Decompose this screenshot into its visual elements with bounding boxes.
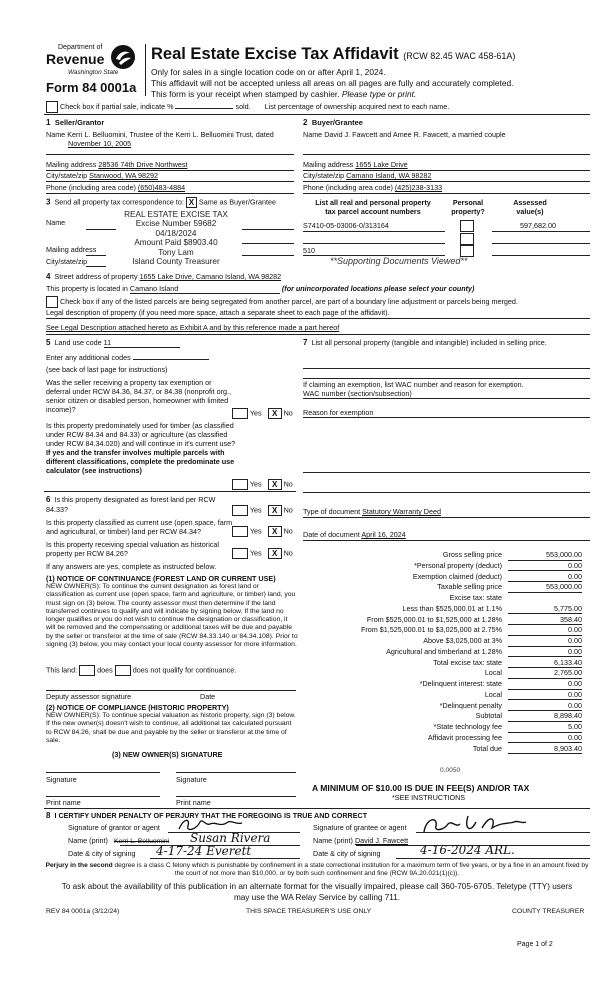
personal-property-checkbox[interactable] <box>460 233 474 245</box>
section4-located <box>46 284 474 294</box>
form-title <box>151 44 515 65</box>
land-use-label: Land use code <box>54 338 102 347</box>
title-ref: (RCW 82.45 WAC 458-61A) <box>403 51 516 61</box>
seller-name <box>46 130 294 148</box>
new-owner-print-name-label: Print name <box>46 798 81 807</box>
q2-no-checkbox[interactable]: X <box>268 479 282 490</box>
tax-row-label: Subtotal <box>475 711 502 721</box>
additional-codes-input[interactable] <box>133 359 209 360</box>
timber-question <box>46 421 236 475</box>
parcel-heading <box>303 198 443 216</box>
tax-row <box>300 550 588 561</box>
parcel-number: 510 <box>303 246 315 255</box>
treasurer-use-only: THIS SPACE TREASURER'S USE ONLY <box>246 908 372 915</box>
tax-row-label: Local <box>484 689 502 699</box>
tax-row-label: Less than $525,000.01 at 1.1% <box>402 603 502 613</box>
notice-compliance-body: NEW OWNER(S): To continue special valuation as historic property, sign (3) below. If the new owner(s) doesn't wish to continue, all additional tax calculated pursuant to RCW 84.26, shall be due and payable by the seller or transferor at the time of sale. <box>46 712 296 744</box>
perjury-text <box>46 862 589 877</box>
form-revision: REV 84 0001a (3/12/24) <box>46 908 120 915</box>
dept-line2: Revenue <box>46 51 105 67</box>
located-note: (for unincorporated locations please select your county) <box>281 284 475 293</box>
does-checkbox[interactable] <box>79 665 95 676</box>
tax-row <box>300 572 588 583</box>
located-label: This property is located in <box>46 284 128 293</box>
doc-type-row <box>303 507 441 516</box>
tax-row-label: Taxable selling price <box>437 582 502 592</box>
accessibility-notice: To ask about the availability of this publication in an alternate format for the visually impaired, please call 360-705-6705. Teletype (TTY) users may use the WA Relay Service by calling 711. <box>61 882 573 902</box>
buyer-city <box>303 171 431 180</box>
section3-city-label: City/state/zip <box>46 257 88 266</box>
tax-row <box>300 711 588 722</box>
stamp-line: Excise Number 59682 <box>135 219 217 229</box>
doc-date-label: Date of document <box>303 530 360 539</box>
see-back-note: (see back of last page for instructions) <box>46 365 168 374</box>
buyer-name <box>303 130 506 139</box>
doc-type-value: Statutory Warranty Deed <box>362 507 441 516</box>
land-use-value: 11 <box>104 338 180 348</box>
parcel-head1: List all real and personal property <box>315 198 431 207</box>
does-not-checkbox[interactable] <box>115 665 131 676</box>
tax-row-value: 553,000.00 <box>508 550 582 561</box>
tax-row-value: 0.00 <box>508 647 582 658</box>
perjury-bold: Perjury in the second <box>45 862 113 869</box>
subtitle-1: Only for sales in a single location code on or after April 1, 2024. <box>151 67 386 77</box>
assessed-value-heading: Assessed value(s) <box>513 198 547 216</box>
stamp-line: Amount Paid $8903.40 <box>134 238 218 248</box>
exemption-instruction: If claiming an exemption, list WAC number and reason for exemption. <box>303 380 524 389</box>
tax-row-value: 5,775.00 <box>508 604 582 615</box>
subtitle-3-text: This form is your receipt when stamped by cashier. <box>151 89 340 99</box>
tax-row-value: 0.00 <box>508 561 582 572</box>
s6q3-yes-checkbox[interactable] <box>232 548 248 559</box>
grantee-name-row <box>313 836 408 845</box>
q1-yes-checkbox[interactable] <box>232 408 248 419</box>
s6q1-no-checkbox[interactable]: X <box>268 505 282 516</box>
tax-row-value: 0.00 <box>508 701 582 712</box>
grantee-date-handwritten: 4-16-2024 ARL. <box>420 843 515 857</box>
yes-label: Yes <box>249 505 262 515</box>
section6-num: 6 <box>46 495 51 504</box>
seller-city-label: City/state/zip <box>46 171 88 180</box>
parcel-head2: tax parcel account numbers <box>325 207 421 216</box>
s6q3-answer <box>232 548 293 559</box>
subtitle-3-italic: Please type or print. <box>341 89 417 99</box>
partial-sale-sold: sold. <box>235 101 251 111</box>
yes-label: Yes <box>249 479 262 489</box>
page-number: Page 1 of 2 <box>517 941 553 948</box>
doc-date-row <box>303 530 406 539</box>
grantee-signature-image <box>420 812 530 836</box>
tax-row-label: *Delinquent penalty <box>439 700 502 710</box>
s6q2-no-checkbox[interactable]: X <box>268 526 282 537</box>
new-owner-print-name-label: Print name <box>176 798 211 807</box>
tax-row <box>300 744 588 755</box>
tax-row-label: *State technology fee <box>433 722 502 731</box>
seller-phone <box>46 183 185 192</box>
tax-row-label: Excise tax: state <box>449 593 502 602</box>
tax-row-label: Above $3,025,000 at 3% <box>423 636 502 645</box>
tax-row-label: Agricultural and timberland at 1.28% <box>386 646 502 656</box>
street-label: Street address of property <box>54 272 138 281</box>
same-as-buyer-checkbox[interactable]: X <box>186 197 197 208</box>
forest-question-text: Is this property designated as forest land per RCW 84.33? <box>46 495 216 514</box>
buyer-mailing-label: Mailing address <box>303 160 354 169</box>
tax-row <box>300 582 588 593</box>
tax-row <box>300 722 588 733</box>
this-land-row <box>46 665 236 676</box>
tax-row <box>300 647 588 658</box>
forest-question <box>46 495 236 514</box>
grantor-date-handwritten: 4-17-24 Everett <box>156 844 252 858</box>
tax-row-label: From $1,525,000.01 to $3,025,000 at 2.75% <box>360 625 502 635</box>
tax-row-label: Total excise tax: state <box>433 657 502 667</box>
seller-heading-text: Seller/Grantor <box>54 118 105 127</box>
partial-sale-checkbox[interactable] <box>46 101 58 113</box>
tax-row <box>300 561 588 572</box>
segregated-row <box>46 296 518 308</box>
perjury-rest: degree is a class C felony which is punishable by confinement in a state correctional institution for a maximum term of five years, or by a fine in an amount fixed by the court of not more than $10,000, or by both such confinement and fine (RCW 9A.20.021(1)(c)). <box>112 862 589 878</box>
tax-row <box>300 604 588 615</box>
buyer-phone-value: (425)238-3133 <box>394 183 443 192</box>
personal-property-checkbox[interactable] <box>460 220 474 232</box>
notice-continuance-body: NEW OWNER(S): To continue the current designation as forest land or classification as current use (open space, farm and agriculture, or timber) land, you must sign on (3) below. The county assessor must then determine if the land transferred continues to qualify and will indicate by signing below. If the land no longer qualifies or you do not wish to continue the designation or classification, it will be removed and the compensating or additional taxes will be due and payable by the seller or transferor at the time of sale (RCW 84.33.140 or 84.34.108). Prior to signing (3) below, you may contact your local county assessor for more information. <box>46 583 298 648</box>
tax-row-value: 358.40 <box>508 615 582 626</box>
buyer-heading-text: Buyer/Grantee <box>311 118 363 127</box>
partial-sale-label: Check box if partial sale, indicate % <box>60 101 174 111</box>
seller-mailing-value: 28536 74th Drive Northwest <box>98 160 188 169</box>
section3-same: Same as Buyer/Grantee <box>198 197 277 207</box>
doc-date-value: April 16, 2024 <box>361 530 406 539</box>
new-owner-signature-label: Signature <box>46 775 77 784</box>
grantor-name-label: Name (print) <box>68 836 108 845</box>
section3-num: 3 <box>46 197 51 207</box>
buyer-name-label: Name <box>303 130 323 139</box>
notice-compliance-title: (2) NOTICE OF COMPLIANCE (HISTORIC PROPERTY) <box>46 703 229 712</box>
segregated-label: Check box if any of the listed parcels are being segregated from another parcel, are part of a boundary line adjustment or parcels being merged. <box>60 296 518 306</box>
tax-row-value <box>508 593 582 603</box>
buyer-name-value: David J. Fawcett and Amee R. Fawcett, a married couple <box>324 130 506 139</box>
legal-description-value: See Legal Description attached hereto as Exhibit A and by this reference made a part hereof <box>46 323 340 332</box>
assessed-value: 597,682.00 <box>520 221 556 230</box>
dept-line3: Washington State <box>68 69 119 76</box>
personal-property-heading: Personal property? <box>451 198 485 216</box>
q2-yes-checkbox[interactable] <box>232 479 248 490</box>
tax-row-value: 8,898.40 <box>508 711 582 722</box>
buyer-num: 2 <box>303 118 308 127</box>
grantee-name-label: Name (print) <box>313 836 353 845</box>
tax-row-label: Gross selling price <box>442 550 502 559</box>
buyer-phone <box>303 183 442 192</box>
seller-mailing <box>46 160 187 169</box>
stamp-line: Tony Lam <box>158 247 194 257</box>
seller-name-line2: November 10, 2005 <box>68 139 132 148</box>
tax-row <box>300 701 588 712</box>
tax-row-label: Local <box>484 668 502 678</box>
no-label: No <box>283 526 293 536</box>
partial-sale-note: List percentage of ownership acquired next to each name. <box>264 101 450 111</box>
s6q2-yes-checkbox[interactable] <box>232 526 248 537</box>
does-label: does <box>97 665 113 675</box>
section7-heading <box>303 338 590 348</box>
notice-continuance-title: (1) NOTICE OF CONTINUANCE (FOREST LAND OR CURRENT USE) <box>46 574 276 583</box>
tax-row-label: *Delinquent interest: state <box>419 679 502 688</box>
buyer-mailing <box>303 160 408 169</box>
seller-num: 1 <box>46 118 51 127</box>
wac-label: WAC number (section/subsection) <box>303 389 412 398</box>
tax-row-value: 8,903.40 <box>508 744 582 755</box>
tax-row <box>300 593 588 604</box>
section3-heading <box>46 197 276 208</box>
street-value: 1655 Lake Drive, Camano Island, WA 98282 <box>139 272 282 281</box>
dept-line1: Department of <box>58 44 103 51</box>
buyer-city-value: Camano Island, WA 98282 <box>346 171 432 180</box>
tax-row <box>300 636 588 647</box>
seller-heading <box>46 118 104 128</box>
current-use-question: Is this property classified as current use (open space, farm and agricultural, or timber) land per RCW 84.34? <box>46 518 233 536</box>
excise-tax-stamp <box>112 210 240 267</box>
parcel-number: S7410-05-03006-0/313164 <box>303 221 389 230</box>
tax-row-value: 5.00 <box>508 722 582 733</box>
seller-phone-value: (650)483-4884 <box>137 183 186 192</box>
s6q1-answer <box>232 505 293 516</box>
tax-row-label: Affidavit processing fee <box>427 732 502 742</box>
seller-phone-label: Phone (including area code) <box>46 183 136 192</box>
tax-row-value: 6,133.40 <box>508 658 582 669</box>
seller-city-value: Stanwood, WA 98292 <box>89 171 159 180</box>
title-text: Real Estate Excise Tax Affidavit <box>151 45 399 63</box>
certify-text: I CERTIFY UNDER PENALTY OF PERJURY THAT THE FOREGOING IS TRUE AND CORRECT <box>54 811 368 820</box>
tax-row <box>300 658 588 669</box>
section5-num: 5 <box>46 338 51 347</box>
exemption-question: Was the seller receiving a property tax exemption or deferral under RCW 84.36, 84.37, or 84.38 (nonprofit org., senior citizen or disabled person, homeowner with limited income)? <box>46 378 231 414</box>
dor-seal-icon <box>110 44 136 70</box>
tax-row-label: Exemption claimed (deduct) <box>412 571 502 581</box>
seller-name-label: Name <box>46 130 66 139</box>
yes-label: Yes <box>249 526 262 536</box>
tax-row-value: 0.00 <box>508 690 582 701</box>
buyer-city-label: City/state/zip <box>303 171 345 180</box>
buyer-phone-label: Phone (including area code) <box>303 183 393 192</box>
grantee-signature-label: Signature of grantee or agent <box>313 823 407 832</box>
tax-row-value: 0.00 <box>508 572 582 583</box>
subtitle-3 <box>151 89 416 100</box>
located-value: Camano Island <box>130 284 280 294</box>
new-owner-signature-title: (3) NEW OWNER(S) SIGNATURE <box>112 750 223 759</box>
q1-answer <box>232 408 293 419</box>
local-rate: 0.0050 <box>440 767 461 774</box>
timber-question-text: Is this property predominately used for timber (as classified under RCW 84.34 and 84.33) or agriculture (as classified under RCW 84.34.020) and will continue in it's current use? <box>46 421 236 448</box>
grantor-date-label: Date & city of signing <box>68 849 136 858</box>
yes-label: Yes <box>249 548 262 558</box>
tax-row-value: 0.00 <box>508 733 582 744</box>
q2-answer <box>232 479 293 490</box>
stamp-line: Island County Treasurer <box>132 257 220 267</box>
section7-text: List all personal property (tangible and intangible) included in selling price. <box>311 338 547 347</box>
seller-name-line1: Kerri L. Belluomini, Trustee of the Kerri L. Belluomini Trust, dated <box>67 130 274 139</box>
land-use-row <box>46 338 180 348</box>
section4-num: 4 <box>46 272 51 281</box>
minimum-due-notice: A MINIMUM OF $10.00 IS DUE IN FEE(S) AND/OR TAX <box>312 783 530 793</box>
deputy-signature-label: Deputy assessor signature <box>46 692 132 701</box>
q1-no-checkbox[interactable]: X <box>268 408 282 419</box>
section3-mailing-label: Mailing address <box>46 245 97 254</box>
deputy-date-label: Date <box>200 692 216 701</box>
legal-description-label: Legal description of property (if you need more space, attach a separate sheet to each page of the affidavit). <box>46 308 390 317</box>
tax-row-label: Total due <box>472 743 502 753</box>
does-not-label: does not qualify for continuance. <box>132 665 237 675</box>
new-owner-signature-label: Signature <box>176 775 207 784</box>
tax-row-label: From $525,000.01 to $1,525,000 at 1.28% <box>366 614 502 624</box>
partial-sale-row <box>46 101 449 113</box>
form-number: Form 84 0001a <box>46 80 137 95</box>
grantor-signature-label: Signature of grantor or agent <box>68 823 160 832</box>
no-label: No <box>283 408 293 418</box>
no-label: No <box>283 479 293 489</box>
no-label: No <box>283 548 293 558</box>
s6q3-no-checkbox[interactable]: X <box>268 548 282 559</box>
yes-label: Yes <box>249 408 262 418</box>
reason-label: Reason for exemption <box>303 408 374 417</box>
any-yes-note: If any answers are yes, complete as instructed below. <box>46 562 217 571</box>
segregated-checkbox[interactable] <box>46 296 58 308</box>
section3-name-label: Name <box>46 218 66 227</box>
section7-num: 7 <box>303 338 308 347</box>
grantor-name-handwritten: Susan Rivera <box>190 831 271 845</box>
buyer-heading <box>303 118 363 128</box>
county-treasurer-label: COUNTY TREASURER <box>512 908 585 915</box>
section3-text: Send all property tax correspondence to: <box>54 197 184 207</box>
historic-question: Is this property receiving special valuation as historical property per RCW 84.26? <box>46 540 219 558</box>
tax-row-value: 0.00 <box>508 679 582 690</box>
timber-question-bold: If yes and the transfer involves multiple parcels with different classifications, complete the predominate use calculator (see instructions) <box>46 448 235 475</box>
section8-num: 8 <box>46 811 51 820</box>
additional-codes-row <box>46 353 209 362</box>
partial-sale-input[interactable] <box>175 108 233 109</box>
grantee-date-label: Date & city of signing <box>313 849 381 858</box>
tax-row <box>300 690 588 701</box>
supporting-docs-stamp: **Supporting Documents Viewed** <box>330 256 468 266</box>
doc-type-label: Type of document <box>303 507 361 516</box>
stamp-line: REAL ESTATE EXCISE TAX <box>124 210 228 219</box>
seller-city <box>46 171 158 180</box>
seller-mailing-label: Mailing address <box>46 160 97 169</box>
tax-row <box>300 679 588 690</box>
no-label: No <box>283 505 293 515</box>
this-land-label: This land: <box>46 665 78 675</box>
grantor-name-printed: Kerri L. Belluomini <box>113 838 170 845</box>
s6q1-yes-checkbox[interactable] <box>232 505 248 516</box>
tax-row <box>300 668 588 679</box>
stamp-line: 04/18/2024 <box>155 228 197 238</box>
tax-row <box>300 733 588 744</box>
tax-row-value: 553,000.00 <box>508 582 582 593</box>
see-instructions: *SEE INSTRUCTIONS <box>392 793 466 802</box>
subtitle-2: This affidavit will not be accepted unless all areas on all pages are fully and accurately completed. <box>151 78 514 88</box>
grantee-name-value: David J. Fawcett <box>354 836 409 845</box>
section4-street <box>46 272 281 282</box>
perjury-notice <box>44 862 590 878</box>
tax-row <box>300 625 588 636</box>
additional-codes-label: Enter any additional codes <box>46 353 131 362</box>
s6q2-answer <box>232 526 293 537</box>
buyer-mailing-value: 1655 Lake Drive <box>355 160 408 169</box>
tax-row-value: 0.00 <box>508 636 582 647</box>
tax-row-value: 2,765.00 <box>508 668 582 679</box>
tax-row <box>300 615 588 626</box>
tax-row-value: 0.00 <box>508 625 582 636</box>
tax-row-label: *Personal property (deduct) <box>414 560 502 570</box>
